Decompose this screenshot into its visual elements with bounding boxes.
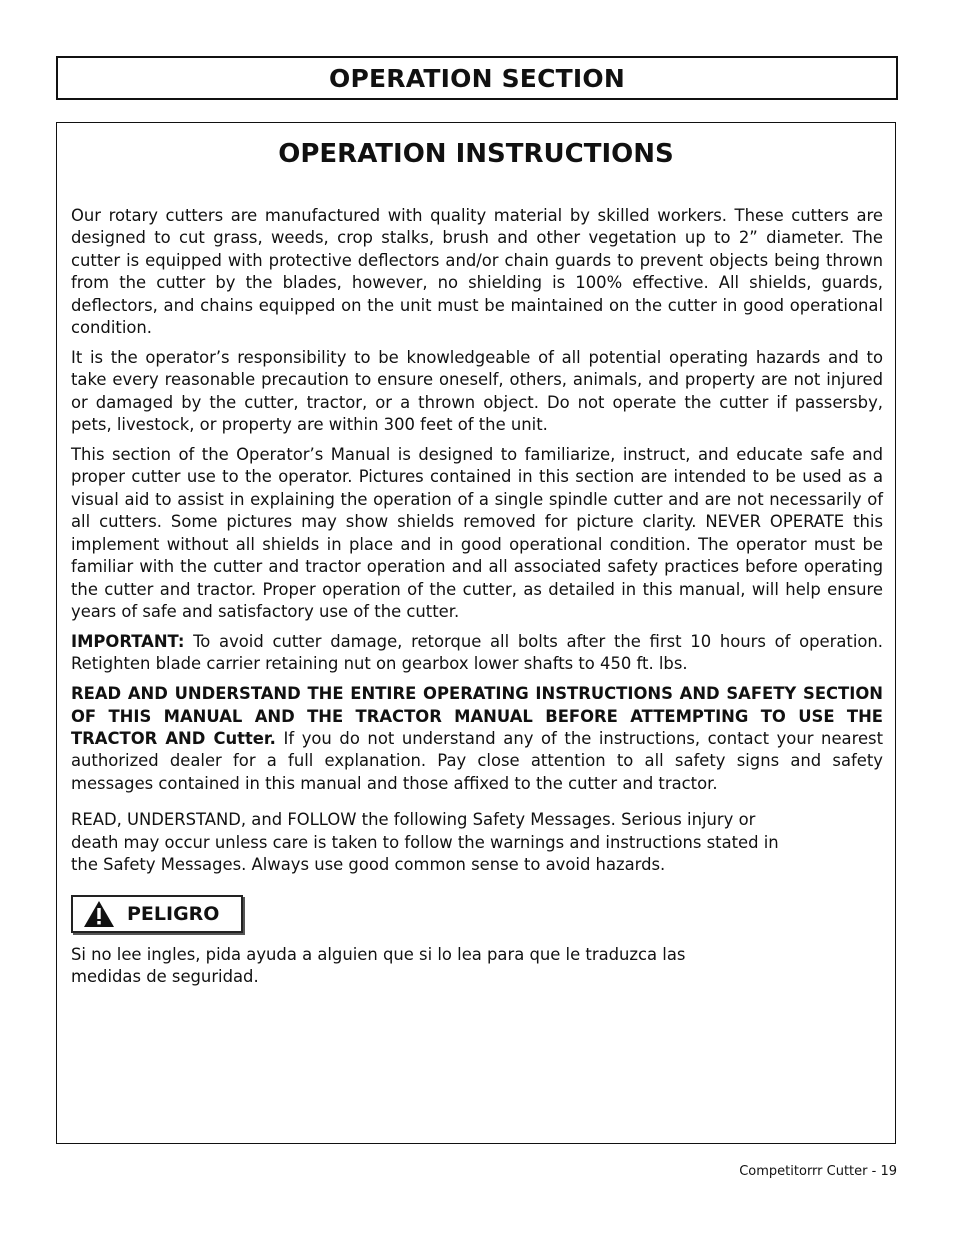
paragraph-read-understand [71,683,883,795]
paragraph-3: This section of the Operator’s Manual is designed to familiarize, instruct, and educate safe and proper cutter use to the operator. Pictures contained in this section are intended to be used as a visual aid to assist in explaining the operation of a single spindle cutter and are not necessarily of all cutters. Some pictures may show shields removed for picture clarity. NEVER OPERATE this implement without all shields in place and in good operational condition. The operator must be familiar with the cutter and tractor operation and all associated safety practices before operating the cutter and tractor. Proper operation of the cutter, as detailed in this manual, will help ensure years of safe and satisfactory use of the cutter. [71,445,883,621]
body-text [71,205,883,884]
paragraph-safety-messages: READ, UNDERSTAND, and FOLLOW the following Safety Messages. Serious injury or death may occur unless care is taken to follow the warnings and instructions stated in the Safety Messages. Always use good common sense to avoid hazards. [71,810,779,874]
paragraph-important [71,631,883,676]
warning-triangle-icon [83,900,115,928]
danger-text: Si no lee ingles, pida ayuda a alguien que si lo lea para que le traduzca las medidas de seguridad. [71,945,686,987]
section-title: OPERATION SECTION [329,63,625,93]
read-understand-bold: READ AND UNDERSTAND THE ENTIRE OPERATING INSTRUCTIONS AND SAFETY SECTION OF THIS MANUAL AND THE TRACTOR MANUAL BEFORE ATTEMPTING TO USE THE TRACTOR AND Cutter. [71,684,883,748]
instructions-box [56,122,896,1144]
important-text: To avoid cutter damage, retorque all bolts after the first 10 hours of operation. Retighten blade carrier retaining nut on gearbox lower shafts to 450 ft. lbs. [71,631,883,674]
paragraph-2: It is the operator’s responsibility to be knowledgeable of all potential operating hazards and to take every reasonable precaution to ensure oneself, others, animals, and property are not injured or damaged by the cutter, tractor, or a thrown object. Do not operate the cutter if passersby, pets, livestock, or property are within 300 feet of the unit. [71,347,883,435]
page-heading: OPERATION INSTRUCTIONS [278,139,674,169]
page-footer: Competitorrr Cutter - 19 [739,1164,897,1179]
danger-label: PELIGRO [127,903,220,925]
important-label: IMPORTANT: [71,631,185,651]
read-understand-text: If you do not understand any of the instructions, contact your nearest authorized dealer for a full explanation. Pay close attention to all safety signs and safety messages contained in this manual and those affixed to the cutter and tractor. [71,728,883,793]
danger-badge [71,895,243,933]
paragraph-1: Our rotary cutters are manufactured with quality material by skilled workers. These cutters are designed to cut grass, weeds, crop stalks, brush and other vegetation up to 2” diameter. The cutter is equipped with protective deflectors and/or chain guards to prevent objects being thrown from the cutter by the blades, however, no shielding is 100% effective. All shields, guards, deflectors, and chains equipped on the unit must be maintained on the cutter in good operational condition. [71,206,883,338]
section-header [56,56,898,100]
